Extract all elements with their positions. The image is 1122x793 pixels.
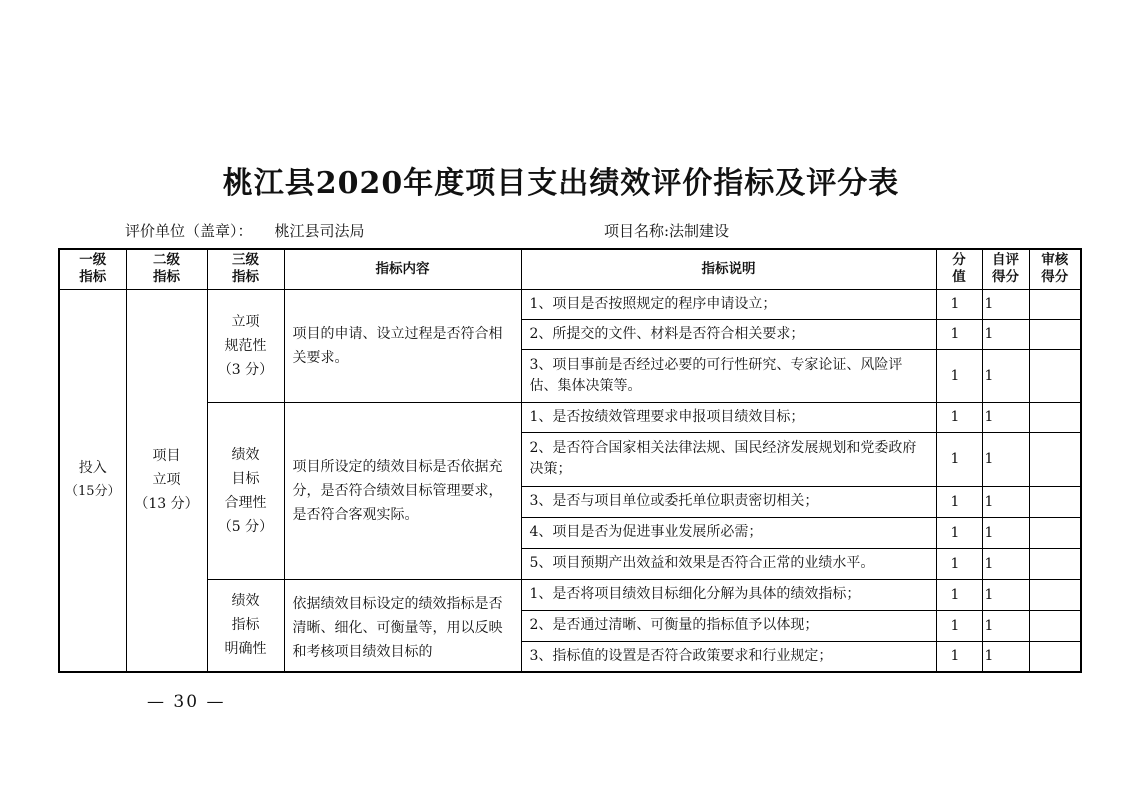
self-score-cell: 1: [982, 641, 1029, 672]
self-score-cell: 1: [982, 289, 1029, 319]
score-cell: 1: [936, 610, 982, 641]
self-score-cell: 1: [982, 610, 1029, 641]
evaluation-unit: [125, 220, 365, 241]
audit-score-cell[interactable]: [1029, 486, 1081, 517]
audit-score-cell[interactable]: [1029, 579, 1081, 610]
audit-score-cell[interactable]: [1029, 319, 1081, 349]
score-cell: 1: [936, 432, 982, 486]
table-row: [59, 579, 1081, 610]
description-cell: 2、所提交的文件、材料是否符合相关要求；: [521, 319, 936, 349]
level2-cell: 项目 立项 （13 分）: [126, 289, 207, 672]
score-cell: 1: [936, 289, 982, 319]
score-cell: 1: [936, 548, 982, 579]
audit-score-cell[interactable]: [1029, 349, 1081, 402]
document-title: 桃江县2020年度项目支出绩效评价指标及评分表: [222, 166, 900, 201]
evaluation-unit-label: 评价单位（盖章）：: [125, 222, 253, 240]
header-score: 分 值: [936, 249, 982, 289]
table-row: [59, 289, 1081, 319]
score-cell: 1: [936, 486, 982, 517]
audit-score-cell[interactable]: [1029, 289, 1081, 319]
self-score-cell: 1: [982, 432, 1029, 486]
header-audit-score: 审核 得分: [1029, 249, 1081, 289]
description-cell: 2、是否通过清晰、可衡量的指标值予以体现；: [521, 610, 936, 641]
level1-cell: 投入 （15分）: [59, 289, 126, 672]
self-score-cell: 1: [982, 402, 1029, 432]
description-cell: 1、是否按绩效管理要求申报项目绩效目标；: [521, 402, 936, 432]
self-score-cell: 1: [982, 517, 1029, 548]
audit-score-cell[interactable]: [1029, 432, 1081, 486]
audit-score-cell[interactable]: [1029, 517, 1081, 548]
description-cell: 3、项目事前是否经过必要的可行性研究、专家论证、风险评估、集体决策等。: [521, 349, 936, 402]
score-cell: 1: [936, 349, 982, 402]
header-content: 指标内容: [284, 249, 521, 289]
header-self-score: 自评 得分: [982, 249, 1029, 289]
audit-score-cell[interactable]: [1029, 641, 1081, 672]
header-description: 指标说明: [521, 249, 936, 289]
header-level3: 三级 指标: [207, 249, 284, 289]
score-table: [58, 248, 1082, 673]
score-cell: 1: [936, 402, 982, 432]
level3-cell: 立项 规范性 （3 分）: [207, 289, 284, 402]
description-cell: 3、是否与项目单位或委托单位职责密切相关；: [521, 486, 936, 517]
description-cell: 5、项目预期产出效益和效果是否符合正常的业绩水平。: [521, 548, 936, 579]
description-cell: 3、指标值的设置是否符合政策要求和行业规定；: [521, 641, 936, 672]
self-score-cell: 1: [982, 579, 1029, 610]
audit-score-cell[interactable]: [1029, 402, 1081, 432]
content-cell: 项目的申请、设立过程是否符合相关要求。: [284, 289, 521, 402]
score-cell: 1: [936, 641, 982, 672]
description-cell: 4、项目是否为促进事业发展所必需；: [521, 517, 936, 548]
audit-score-cell[interactable]: [1029, 548, 1081, 579]
level3-cell: 绩效 指标 明确性: [207, 579, 284, 672]
description-cell: 1、是否将项目绩效目标细化分解为具体的绩效指标；: [521, 579, 936, 610]
self-score-cell: 1: [982, 349, 1029, 402]
score-cell: 1: [936, 319, 982, 349]
header-row: [59, 249, 1081, 289]
content-cell: 项目所设定的绩效目标是否依据充分，是否符合绩效目标管理要求，是否符合客观实际。: [284, 402, 521, 579]
table-row: [59, 402, 1081, 432]
level3-cell: 绩效 目标 合理性 （5 分）: [207, 402, 284, 579]
score-cell: 1: [936, 579, 982, 610]
content-cell: 依据绩效目标设定的绩效指标是否清晰、细化、可衡量等，用以反映和考核项目绩效目标的: [284, 579, 521, 672]
evaluation-unit-value: 桃江县司法局: [274, 222, 365, 240]
self-score-cell: 1: [982, 548, 1029, 579]
description-cell: 1、项目是否按照规定的程序申请设立；: [521, 289, 936, 319]
page-number: — 30 —: [147, 692, 226, 712]
score-cell: 1: [936, 517, 982, 548]
project-name: 项目名称:法制建设: [604, 222, 730, 240]
header-level1: 一级 指标: [59, 249, 126, 289]
self-score-cell: 1: [982, 319, 1029, 349]
header-level2: 二级 指标: [126, 249, 207, 289]
audit-score-cell[interactable]: [1029, 610, 1081, 641]
self-score-cell: 1: [982, 486, 1029, 517]
description-cell: 2、是否符合国家相关法律法规、国民经济发展规划和党委政府决策；: [521, 432, 936, 486]
